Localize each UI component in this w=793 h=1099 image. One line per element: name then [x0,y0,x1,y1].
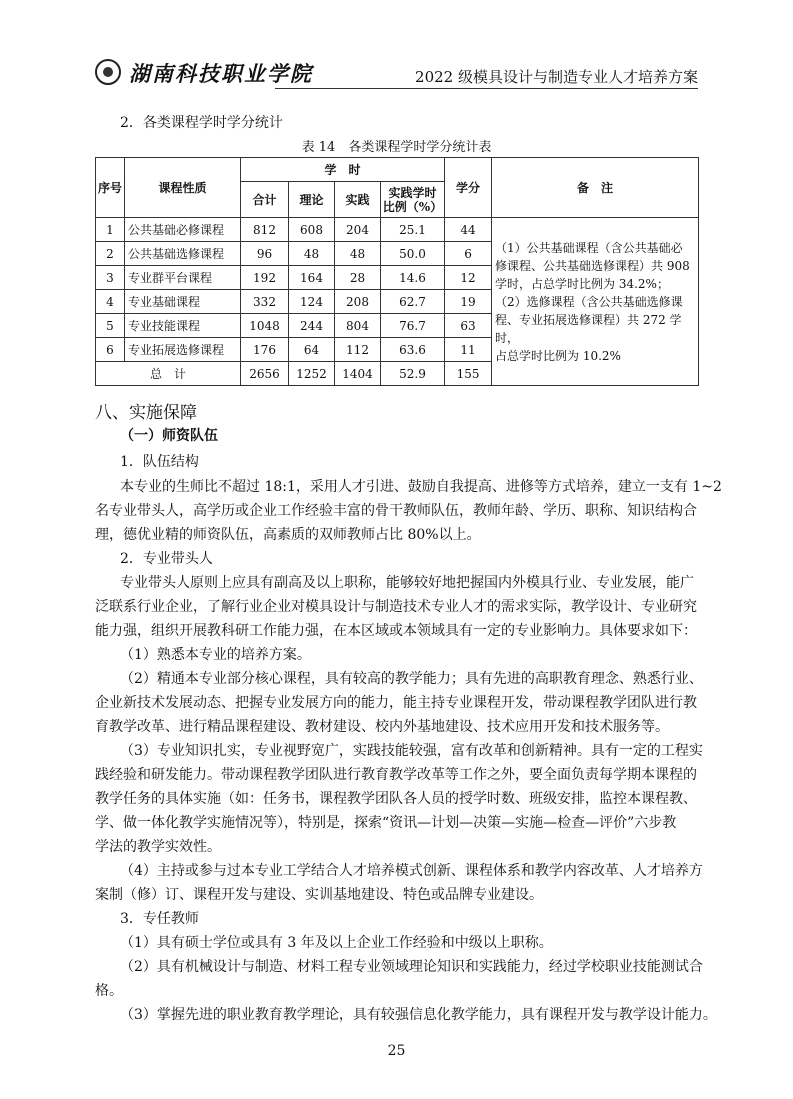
table-row: 4 专业基础课程 332 124 208 62.7 19 [96,290,699,314]
paragraph-line: （4）主持或参与过本专业工学结合人才培养模式创新、课程体系和教学内容改革、人才培养方 [120,863,703,879]
subsection-title: 2．各类课程学时学分统计 [120,115,283,131]
header-practice: 实践 [335,182,381,218]
paragraph-line: 泛联系行业企业，了解行业企业对模具设计与制造技术专业人才的需求实际，教学设计、专业研究 [95,599,697,615]
paragraph-line: 能力强，组织开展教科研工作能力强，在本区域或本领域具有一定的专业影响力。具体要求如下： [95,623,697,639]
header-no: 序号 [96,158,125,218]
item-title: 1．队伍结构 [120,454,199,470]
header-theory: 理论 [289,182,335,218]
table-sum-row: 总 计 2656 1252 1404 52.9 155 [96,362,699,386]
header-course-type: 课程性质 [125,158,241,218]
header-remark: 备 注 [492,158,699,218]
school-name: 湖南科技职业学院 [129,61,313,86]
paragraph-line: 本专业的生师比不超过 18:1，采用人才引进、鼓励自我提高、进修等方式培养，建立一支有 1~2 [120,479,722,495]
table-row: 5 专业技能课程 1048 244 804 76.7 63 [96,314,699,338]
paragraph-line: 理，德优业精的师资队伍，高素质的双师教师占比 80%以上。 [95,527,481,543]
paragraph-line: （2）具有机械设计与制造、材料工程专业领域理论知识和实践能力，经过学校职业技能测试合 [120,959,703,975]
table-row: 1 公共基础必修课程 812 608 204 25.1 44 （1）公共基础课程（含公共基础必 修课程、公共基础选修课程）共 908 学时，占总学时比例为 34.2%； （2）选修课程（含公共基础选修课 程、专业拓展选修课程）共 272 学时， 占总学时比例为 10.2% [96,218,699,242]
remark-cell: （1）公共基础课程（含公共基础必 修课程、公共基础选修课程）共 908 学时，占总学时比例为 34.2%； （2）选修课程（含公共基础选修课 程、专业拓展选修课程）共 272 学时， 占总学时比例为 10.2% [492,218,699,386]
table-row: 3 专业群平台课程 192 164 28 14.6 12 [96,266,699,290]
paragraph-line: （1）熟悉本专业的培养方案。 [120,647,311,663]
paragraph-line: 践经验和研发能力。带动课程教学团队进行教育教学改革等工作之外，要全面负责每学期本课程的 [95,767,697,783]
table-caption: 表 14 各类课程学时学分统计表 [301,140,492,155]
header-credit: 学分 [445,158,492,218]
page-header [95,55,698,89]
subsection-heading: （一）师资队伍 [120,428,218,444]
school-logo-icon [95,59,121,85]
header-hours: 学 时 [241,158,445,182]
paragraph-line: （1）具有硕士学位或具有 3 年及以上企业工作经验和中级以上职称。 [120,935,553,951]
document-title: 2022 级模具设计与制造专业人才培养方案 [415,68,698,86]
table-row: 2 公共基础选修课程 96 48 48 50.0 6 [96,242,699,266]
section-heading: 八、实施保障 [95,403,197,423]
header-ratio: 实践学时 比例（%） [381,182,445,218]
paragraph-line: 企业新技术发展动态、把握专业发展方向的能力，能主持专业课程开发，带动课程教学团队进行教 [95,695,697,711]
paragraph-line: 专业带头人原则上应具有副高及以上职称，能够较好地把握国内外模具行业、专业发展，能广 [120,575,694,591]
table-row: 6 专业拓展选修课程 176 64 112 63.6 11 [96,338,699,362]
paragraph-line: 格。 [95,983,123,999]
course-hours-table [95,157,699,386]
paragraph-line: 案制（修）订、课程开发与建设、实训基地建设、特色或品牌专业建设。 [95,887,543,903]
header-total: 合计 [241,182,289,218]
page-number: 25 [387,1043,406,1059]
paragraph-line: （3）掌握先进的职业教育教学理论，具有较强信息化教学能力，具有课程开发与教学设计能力。 [120,1007,717,1023]
header-rule [275,88,698,89]
paragraph-line: 学法的教学实效性。 [95,839,221,855]
paragraph-line: 教学任务的具体实施（如：任务书，课程教学团队各人员的授学时数、班级安排，监控本课程教、 [95,791,697,807]
item-title: 3．专任教师 [120,911,199,927]
paragraph-line: （2）精通本专业部分核心课程，具有较高的教学能力；具有先进的高职教育理念、熟悉行业、 [120,671,703,687]
paragraph-line: 学、做一体化教学实施情况等），特别是，探索“资讯—计划—决策—实施—检查—评价”六步教 [95,815,677,831]
paragraph-line: 名专业带头人，高学历或企业工作经验丰富的骨干教师队伍，教师年龄、学历、职称、知识结构合 [95,503,697,519]
paragraph-line: （3）专业知识扎实，专业视野宽广，实践技能较强，富有改革和创新精神。具有一定的工程实 [120,743,703,759]
paragraph-line: 育教学改革、进行精品课程建设、教材建设、校内外基地建设、技术应用开发和技术服务等。 [95,719,669,735]
item-title: 2．专业带头人 [120,551,213,567]
